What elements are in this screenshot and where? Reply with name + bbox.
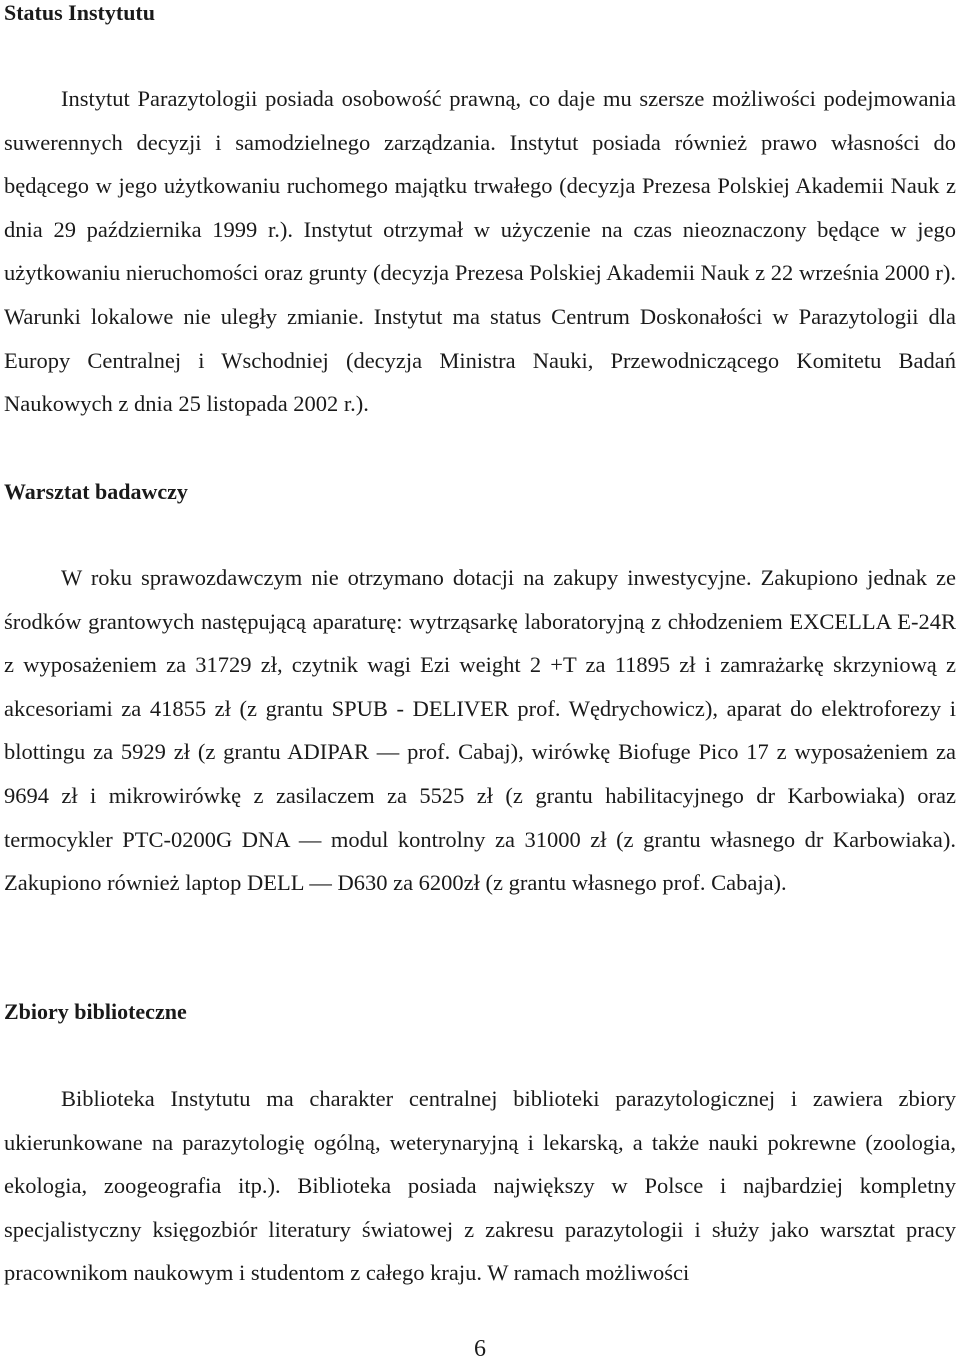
section-paragraph-workshop: W roku sprawozdawczym nie otrzymano dotacji na zakupy inwestycyjne. Zakupiono jednak ze środków grantowych następującą aparaturę: wytrząsarkę laboratoryjną z chłodzeniem EXCELLA E-24R z wyposażeniem za 31729 zł, czytnik wagi Ezi weight 2 +T za 11895 zł i zamrażarkę skrzyniową z akcesoriami za 41855 zł (z grantu SPUB - DELIVER prof. Wędrychowicz), aparat do elektroforezy i blottingu za 5929 zł (z grantu ADIPAR — prof. Cabaj), wirówkę Biofuge Pico 17 z wyposażeniem za 9694 zł i mikrowirówkę z zasilaczem za 5525 zł (z grantu habilitacyjnego dr Karbowiaka) oraz termocykler PTC-0200G DNA — modul kontrolny za 31000 zł (z grantu własnego dr Karbowiaka). Zakupiono również laptop DELL — D630 za 6200zł (z grantu własnego prof. Cabaja). [4,565,956,896]
section-heading-status: Status Instytutu [4,0,155,25]
section-heading-workshop: Warsztat badawczy [4,479,188,504]
section-heading-library: Zbiory biblioteczne [4,999,187,1024]
section-paragraph-library: Biblioteka Instytutu ma charakter centralnej biblioteki parazytologicznej i zawiera zbiory ukierunkowane na parazytologię ogólną, weterynaryjną i lekarską, a także nauki pokrewne (zoologia, ekologia, zoogeografia itp.). Biblioteka posiada największy w Polsce i najbardziej kompletny specjalistyczny księgozbiór literatury światowej z zakresu parazytologii i służy jako warsztat pracy pracownikom naukowym i studentom z całego kraju. W ramach możliwości [4,1086,956,1286]
section-paragraph-status: Instytut Parazytologii posiada osobowość prawną, co daje mu szersze możliwości podejmowania suwerennych decyzji i samodzielnego zarządzania. Instytut posiada również prawo własności do będącego w jego użytkowaniu ruchomego majątku trwałego (decyzja Prezesa Polskiej Akademii Nauk z dnia 29 października 1999 r.). Instytut otrzymał w użyczenie na czas nieoznaczony będące w jego użytkowaniu nieruchomości oraz grunty (decyzja Prezesa Polskiej Akademii Nauk z 22 września 2000 r). Warunki lokalowe nie uległy zmianie. Instytut ma status Centrum Doskonałości w Parazytologii dla Europy Centralnej i Wschodniej (decyzja Ministra Nauki, Przewodniczącego Komitetu Badań Naukowych z dnia 25 listopada 2002 r.). [4,86,956,417]
page-number: 6 [474,1336,486,1362]
